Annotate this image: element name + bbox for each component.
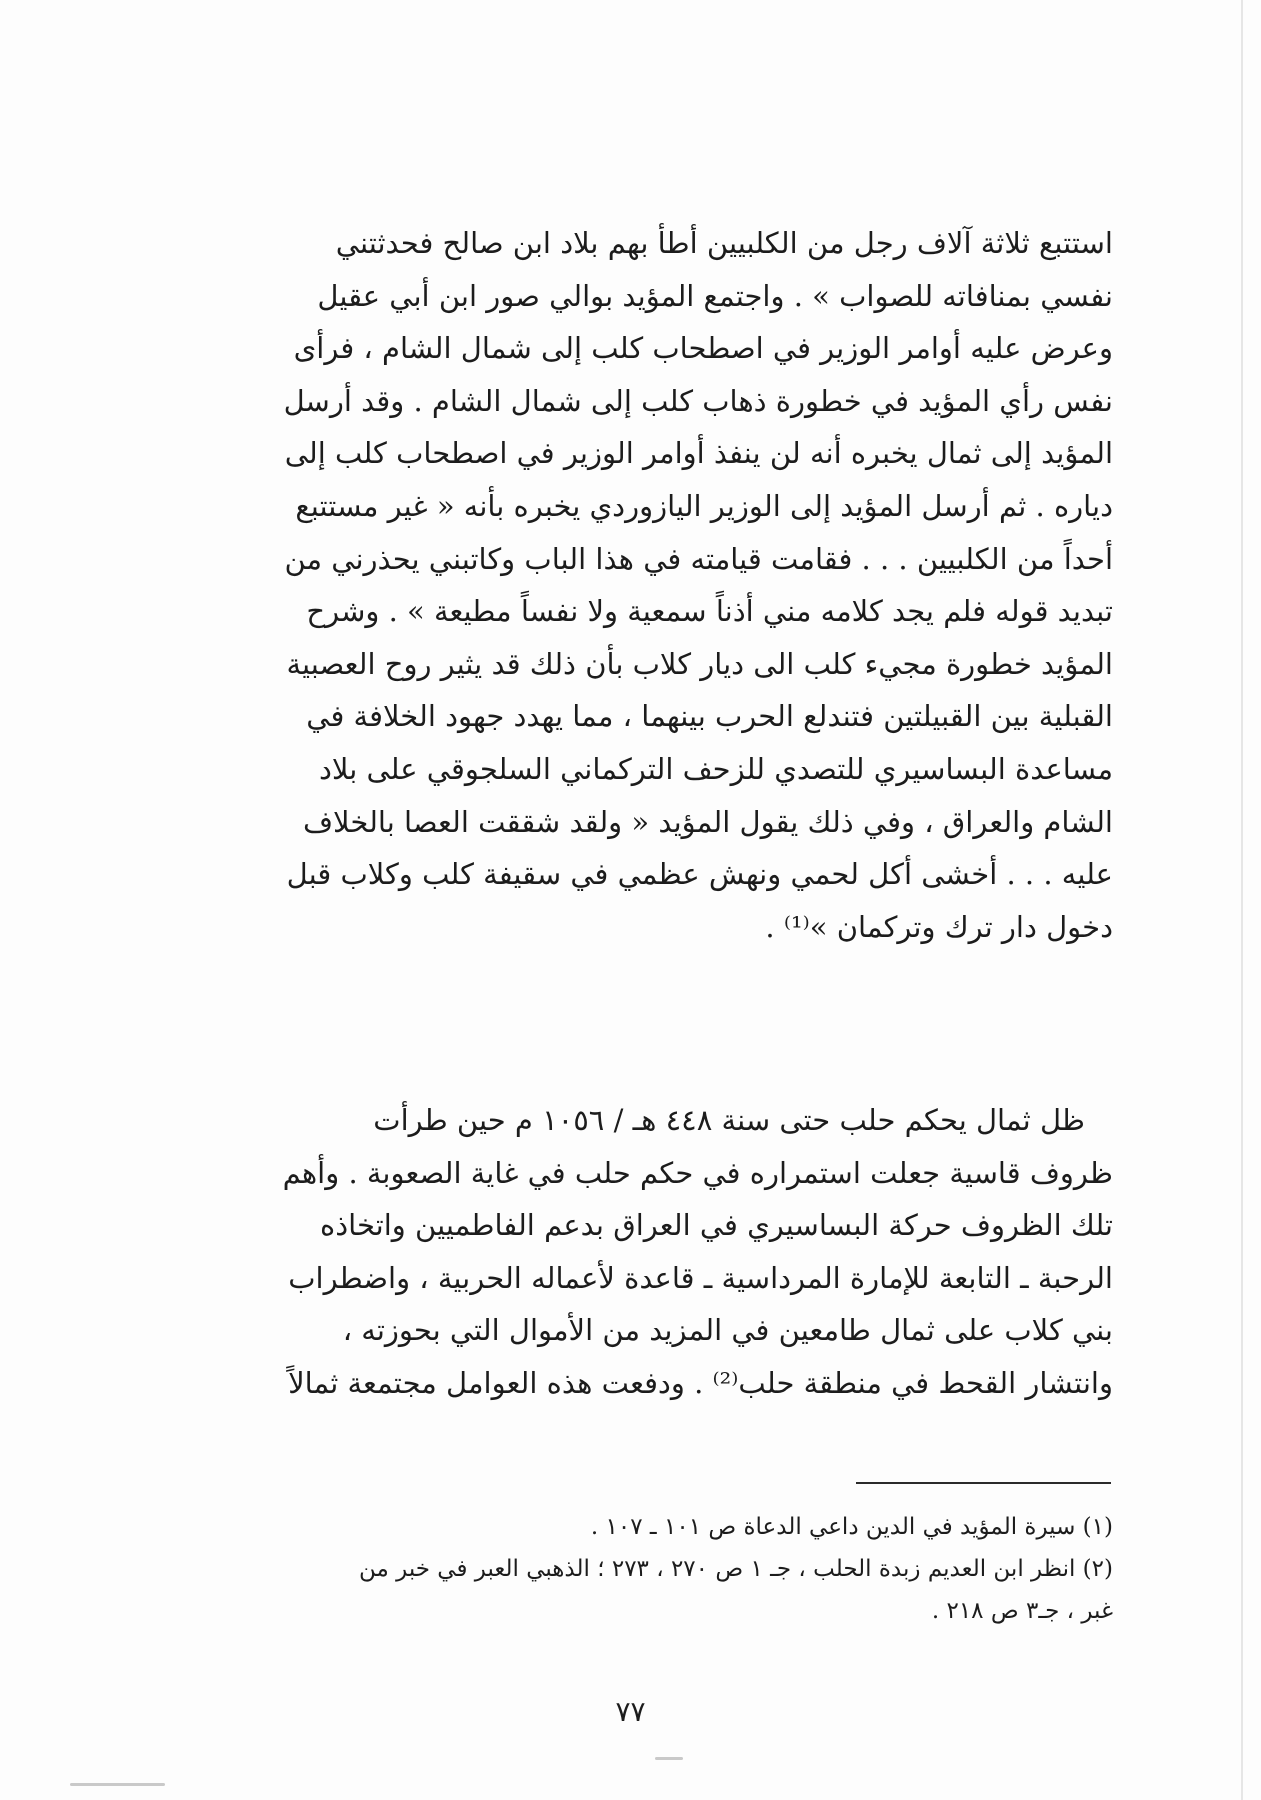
text-line: ظروف قاسية جعلت استمراره في حكم حلب في غاية الصعوبة . وأهم (282, 1155, 1113, 1190)
footnote-1: (١) سيرة المؤيد في الدين داعي الدعاة ص ١٠١ ـ ١٠٧ . (590, 1514, 1113, 1540)
footnote-2: (٢) انظر ابن العديم زبدة الحلب ، جـ ١ ص ٢٧٠ ، ٢٧٣ ؛ الذهبي العبر في خبر من (358, 1556, 1113, 1582)
text-line: القبلية بين القبيلتين فتندلع الحرب بينهما ، مما يهدد جهود الخلافة في (306, 699, 1113, 734)
text-line: الشام والعراق ، وفي ذلك يقول المؤيد « ولقد شققت العصا بالخلاف (302, 804, 1113, 839)
text-line: مساعدة البساسيري للتصدي للزحف التركماني السلجوقي على بلاد (319, 751, 1113, 786)
text-line: المؤيد إلى ثمال يخبره أنه لن ينفذ أوامر الوزير في اصطحاب كلب إلى (284, 436, 1113, 471)
text-line: دياره . ثم أرسل المؤيد إلى الوزير اليازوردي يخبره بأنه « غير مستتبع (295, 488, 1113, 523)
scan-smudge (655, 1757, 683, 1760)
paragraph-1 (196, 217, 1113, 953)
page-number: ٧٧ (615, 1695, 646, 1728)
text-line: وعرض عليه أوامر الوزير في اصطحاب كلب إلى شمال الشام ، فرأى (293, 331, 1113, 366)
paragraph-2 (196, 1094, 1113, 1410)
text-line: عليه . . . أخشى أكل لحمي ونهش عظمي في سقيفة كلب وكلاب قبل (286, 857, 1113, 892)
text-line: المؤيد خطورة مجيء كلب الى ديار كلاب بأن ذلك قد يثير روح العصبية (286, 646, 1113, 681)
text-line: وانتشار القحط في منطقة حلب⁽²⁾ . ودفعت هذه العوامل مجتمعة ثمالاً (288, 1365, 1113, 1400)
text-line: دخول دار ترك وتركمان »⁽¹⁾ . (765, 909, 1113, 944)
text-line: أحداً من الكلبيين . . . فقامت قيامته في هذا الباب وكاتبني يحذرني من (284, 541, 1113, 576)
text-line: نفس رأي المؤيد في خطورة ذهاب كلب إلى شمال الشام . وقد أرسل (283, 383, 1113, 418)
footnote-separator (856, 1482, 1111, 1484)
page-edge-shadow (1241, 0, 1243, 1800)
text-line: ظل ثمال يحكم حلب حتى سنة ٤٤٨ هـ / ١٠٥٦ م حين طرأت (373, 1103, 1085, 1137)
text-line: نفسي بمنافاته للصواب » . واجتمع المؤيد بوالي صور ابن أبي عقيل (317, 278, 1113, 313)
scan-smudge (70, 1783, 165, 1786)
text-line: بني كلاب على ثمال طامعين في المزيد من الأموال التي بحوزته ، (342, 1313, 1113, 1348)
footnote-2-continued: غبر ، جـ٣ ص ٢١٨ . (931, 1598, 1113, 1624)
text-line: الرحبة ـ التابعة للإمارة المرداسية ـ قاعدة لأعماله الحربية ، واضطراب (288, 1260, 1113, 1295)
text-line: تبديد قوله فلم يجد كلامه مني أذناً سمعية ولا نفساً مطيعة » . وشرح (306, 594, 1113, 629)
text-line: تلك الظروف حركة البساسيري في العراق بدعم الفاطميين واتخاذه (320, 1208, 1113, 1243)
text-line: استتبع ثلاثة آلاف رجل من الكلبيين أطأ بهم بلاد ابن صالح فحدثتني (335, 226, 1113, 260)
footnotes (193, 1506, 1113, 1632)
